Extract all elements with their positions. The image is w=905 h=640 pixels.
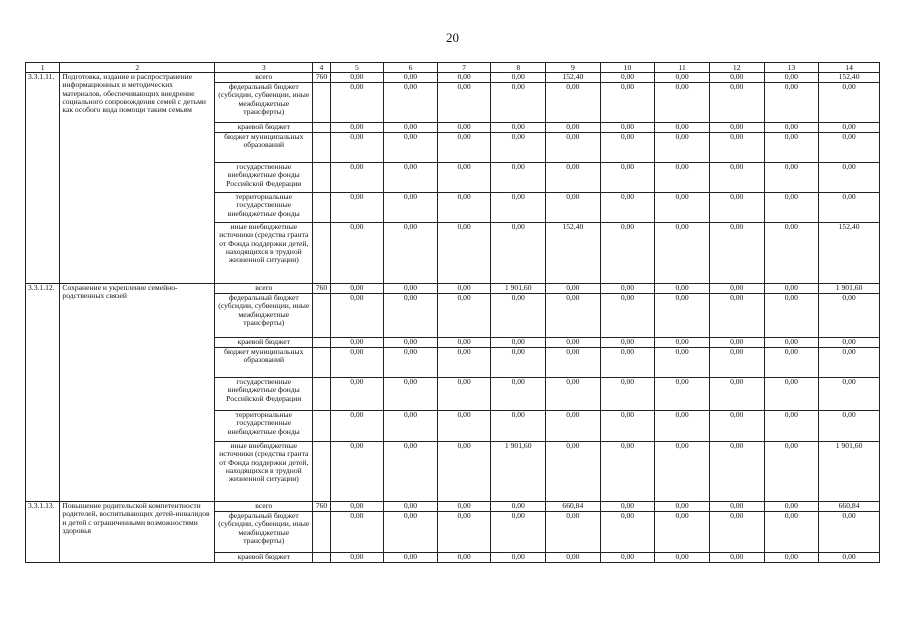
value-cell-col-5: 0,00 bbox=[330, 411, 384, 442]
funding-source-label: федеральный бюджет (субсидии, субвенции, иные межбюджетные трансферты) bbox=[215, 512, 313, 553]
value-cell-col-11: 0,00 bbox=[655, 83, 710, 123]
value-cell-col-13: 0,00 bbox=[764, 163, 819, 193]
value-cell-col-5: 0,00 bbox=[330, 512, 384, 553]
executor-code: 760 bbox=[313, 502, 330, 512]
value-cell-col-13: 0,00 bbox=[764, 553, 819, 563]
value-cell-col-14: 152,40 bbox=[819, 223, 880, 284]
value-cell-col-10: 0,00 bbox=[600, 73, 655, 83]
funding-source-label: краевой бюджет bbox=[215, 553, 313, 563]
value-cell-col-5: 0,00 bbox=[330, 338, 384, 348]
value-cell-col-10: 0,00 bbox=[600, 83, 655, 123]
column-number-7: 7 bbox=[437, 63, 491, 73]
value-cell-col-9: 0,00 bbox=[546, 411, 601, 442]
value-cell-col-5: 0,00 bbox=[330, 223, 384, 284]
value-cell-col-8: 0,00 bbox=[491, 133, 546, 163]
table-row bbox=[26, 502, 880, 512]
value-cell-col-14: 0,00 bbox=[819, 348, 880, 378]
value-cell-col-7: 0,00 bbox=[437, 193, 491, 223]
value-cell-col-6: 0,00 bbox=[384, 223, 438, 284]
value-cell-col-13: 0,00 bbox=[764, 411, 819, 442]
value-cell-col-11: 0,00 bbox=[655, 73, 710, 83]
funding-source-label: всего bbox=[215, 73, 313, 83]
value-cell-col-5: 0,00 bbox=[330, 553, 384, 563]
value-cell-col-11: 0,00 bbox=[655, 133, 710, 163]
value-cell-col-5: 0,00 bbox=[330, 193, 384, 223]
value-cell-col-14: 0,00 bbox=[819, 411, 880, 442]
value-cell-col-10: 0,00 bbox=[600, 133, 655, 163]
value-cell-col-12: 0,00 bbox=[709, 284, 764, 294]
measure-name: Сохранение и укрепление семейно-родственных связей bbox=[60, 284, 215, 502]
value-cell-col-6: 0,00 bbox=[384, 83, 438, 123]
value-cell-col-11: 0,00 bbox=[655, 442, 710, 502]
value-cell-col-7: 0,00 bbox=[437, 553, 491, 563]
value-cell-col-11: 0,00 bbox=[655, 193, 710, 223]
value-cell-col-5: 0,00 bbox=[330, 378, 384, 411]
value-cell-col-10: 0,00 bbox=[600, 193, 655, 223]
value-cell-col-13: 0,00 bbox=[764, 193, 819, 223]
value-cell-col-14: 660,84 bbox=[819, 502, 880, 512]
value-cell-col-10: 0,00 bbox=[600, 512, 655, 553]
value-cell-col-13: 0,00 bbox=[764, 123, 819, 133]
value-cell-col-7: 0,00 bbox=[437, 294, 491, 338]
value-cell-col-10: 0,00 bbox=[600, 338, 655, 348]
executor-code bbox=[313, 163, 330, 193]
value-cell-col-12: 0,00 bbox=[709, 512, 764, 553]
value-cell-col-11: 0,00 bbox=[655, 378, 710, 411]
value-cell-col-13: 0,00 bbox=[764, 338, 819, 348]
value-cell-col-8: 0,00 bbox=[491, 223, 546, 284]
value-cell-col-6: 0,00 bbox=[384, 163, 438, 193]
value-cell-col-10: 0,00 bbox=[600, 123, 655, 133]
value-cell-col-12: 0,00 bbox=[709, 348, 764, 378]
value-cell-col-6: 0,00 bbox=[384, 338, 438, 348]
value-cell-col-11: 0,00 bbox=[655, 553, 710, 563]
funding-source-label: краевой бюджет bbox=[215, 123, 313, 133]
value-cell-col-8: 1 901,60 bbox=[491, 442, 546, 502]
value-cell-col-8: 0,00 bbox=[491, 123, 546, 133]
executor-code bbox=[313, 442, 330, 502]
value-cell-col-9: 0,00 bbox=[546, 163, 601, 193]
value-cell-col-7: 0,00 bbox=[437, 123, 491, 133]
value-cell-col-13: 0,00 bbox=[764, 223, 819, 284]
table-row bbox=[26, 73, 880, 83]
value-cell-col-7: 0,00 bbox=[437, 512, 491, 553]
executor-code bbox=[313, 348, 330, 378]
value-cell-col-7: 0,00 bbox=[437, 163, 491, 193]
value-cell-col-9: 0,00 bbox=[546, 83, 601, 123]
value-cell-col-14: 0,00 bbox=[819, 512, 880, 553]
value-cell-col-9: 0,00 bbox=[546, 512, 601, 553]
column-number-5: 5 bbox=[330, 63, 384, 73]
value-cell-col-14: 0,00 bbox=[819, 83, 880, 123]
value-cell-col-9: 0,00 bbox=[546, 553, 601, 563]
funding-source-label: государственные внебюджетные фонды Российской Федерации bbox=[215, 163, 313, 193]
value-cell-col-13: 0,00 bbox=[764, 512, 819, 553]
value-cell-col-5: 0,00 bbox=[330, 123, 384, 133]
value-cell-col-7: 0,00 bbox=[437, 411, 491, 442]
value-cell-col-13: 0,00 bbox=[764, 133, 819, 163]
value-cell-col-13: 0,00 bbox=[764, 378, 819, 411]
value-cell-col-9: 0,00 bbox=[546, 442, 601, 502]
value-cell-col-12: 0,00 bbox=[709, 553, 764, 563]
value-cell-col-12: 0,00 bbox=[709, 502, 764, 512]
value-cell-col-7: 0,00 bbox=[437, 502, 491, 512]
executor-code bbox=[313, 338, 330, 348]
measure-name: Подготовка, издание и распространение информационных и методических материалов, обеспечивающих внедрение социального сопровождения семей с детьми как особого вида помощи таким семьям bbox=[60, 73, 215, 284]
measure-code: 3.3.1.11. bbox=[26, 73, 60, 284]
value-cell-col-11: 0,00 bbox=[655, 123, 710, 133]
funding-source-label: федеральный бюджет (субсидии, субвенции, иные межбюджетные трансферты) bbox=[215, 83, 313, 123]
funding-source-label: бюджет муниципальных образований bbox=[215, 133, 313, 163]
column-number-2: 2 bbox=[60, 63, 215, 73]
value-cell-col-14: 1 901,60 bbox=[819, 442, 880, 502]
value-cell-col-12: 0,00 bbox=[709, 442, 764, 502]
funding-source-label: территориальные государственные внебюджетные фонды bbox=[215, 193, 313, 223]
value-cell-col-6: 0,00 bbox=[384, 73, 438, 83]
value-cell-col-12: 0,00 bbox=[709, 223, 764, 284]
value-cell-col-10: 0,00 bbox=[600, 348, 655, 378]
value-cell-col-11: 0,00 bbox=[655, 348, 710, 378]
funding-source-label: государственные внебюджетные фонды Российской Федерации bbox=[215, 378, 313, 411]
value-cell-col-7: 0,00 bbox=[437, 83, 491, 123]
value-cell-col-5: 0,00 bbox=[330, 442, 384, 502]
executor-code bbox=[313, 133, 330, 163]
value-cell-col-9: 0,00 bbox=[546, 294, 601, 338]
executor-code bbox=[313, 512, 330, 553]
executor-code: 760 bbox=[313, 284, 330, 294]
executor-code bbox=[313, 378, 330, 411]
funding-source-label: всего bbox=[215, 502, 313, 512]
value-cell-col-8: 0,00 bbox=[491, 193, 546, 223]
value-cell-col-9: 0,00 bbox=[546, 133, 601, 163]
column-number-header-row bbox=[26, 63, 880, 73]
value-cell-col-10: 0,00 bbox=[600, 378, 655, 411]
value-cell-col-6: 0,00 bbox=[384, 133, 438, 163]
value-cell-col-10: 0,00 bbox=[600, 284, 655, 294]
value-cell-col-6: 0,00 bbox=[384, 294, 438, 338]
value-cell-col-11: 0,00 bbox=[655, 338, 710, 348]
column-number-11: 11 bbox=[655, 63, 710, 73]
page-number: 20 bbox=[446, 30, 459, 45]
value-cell-col-11: 0,00 bbox=[655, 223, 710, 284]
value-cell-col-10: 0,00 bbox=[600, 553, 655, 563]
measure-name: Повышение родительской компетентности родителей, воспитывающих детей-инвалидов и детей с ограниченными возможностями здоровья bbox=[60, 502, 215, 563]
budget-table-container bbox=[25, 62, 880, 563]
value-cell-col-8: 0,00 bbox=[491, 338, 546, 348]
value-cell-col-6: 0,00 bbox=[384, 378, 438, 411]
value-cell-col-12: 0,00 bbox=[709, 411, 764, 442]
value-cell-col-14: 0,00 bbox=[819, 193, 880, 223]
measure-code: 3.3.1.13. bbox=[26, 502, 60, 563]
value-cell-col-7: 0,00 bbox=[437, 73, 491, 83]
value-cell-col-13: 0,00 bbox=[764, 83, 819, 123]
value-cell-col-9: 0,00 bbox=[546, 348, 601, 378]
executor-code: 760 bbox=[313, 73, 330, 83]
table-body bbox=[26, 63, 880, 563]
value-cell-col-8: 0,00 bbox=[491, 348, 546, 378]
funding-source-label: иные внебюджетные источники (средства гранта от Фонда поддержки детей, находящихся в трудной жизненной ситуации) bbox=[215, 442, 313, 502]
column-number-13: 13 bbox=[764, 63, 819, 73]
table-row bbox=[26, 284, 880, 294]
value-cell-col-5: 0,00 bbox=[330, 83, 384, 123]
column-number-10: 10 bbox=[600, 63, 655, 73]
value-cell-col-8: 0,00 bbox=[491, 378, 546, 411]
value-cell-col-14: 0,00 bbox=[819, 378, 880, 411]
value-cell-col-13: 0,00 bbox=[764, 294, 819, 338]
executor-code bbox=[313, 123, 330, 133]
value-cell-col-13: 0,00 bbox=[764, 348, 819, 378]
value-cell-col-9: 0,00 bbox=[546, 123, 601, 133]
value-cell-col-8: 0,00 bbox=[491, 163, 546, 193]
value-cell-col-14: 0,00 bbox=[819, 163, 880, 193]
funding-source-label: федеральный бюджет (субсидии, субвенции, иные межбюджетные трансферты) bbox=[215, 294, 313, 338]
value-cell-col-9: 0,00 bbox=[546, 193, 601, 223]
value-cell-col-12: 0,00 bbox=[709, 338, 764, 348]
value-cell-col-8: 1 901,60 bbox=[491, 284, 546, 294]
measure-code: 3.3.1.12. bbox=[26, 284, 60, 502]
value-cell-col-7: 0,00 bbox=[437, 284, 491, 294]
value-cell-col-8: 0,00 bbox=[491, 73, 546, 83]
value-cell-col-5: 0,00 bbox=[330, 133, 384, 163]
value-cell-col-12: 0,00 bbox=[709, 163, 764, 193]
value-cell-col-7: 0,00 bbox=[437, 442, 491, 502]
value-cell-col-8: 0,00 bbox=[491, 83, 546, 123]
column-number-3: 3 bbox=[215, 63, 313, 73]
column-number-14: 14 bbox=[819, 63, 880, 73]
value-cell-col-8: 0,00 bbox=[491, 553, 546, 563]
value-cell-col-6: 0,00 bbox=[384, 553, 438, 563]
value-cell-col-11: 0,00 bbox=[655, 512, 710, 553]
value-cell-col-9: 152,40 bbox=[546, 223, 601, 284]
value-cell-col-5: 0,00 bbox=[330, 502, 384, 512]
value-cell-col-9: 660,84 bbox=[546, 502, 601, 512]
value-cell-col-8: 0,00 bbox=[491, 512, 546, 553]
value-cell-col-8: 0,00 bbox=[491, 294, 546, 338]
budget-table bbox=[25, 62, 880, 563]
funding-source-label: всего bbox=[215, 284, 313, 294]
executor-code bbox=[313, 83, 330, 123]
value-cell-col-11: 0,00 bbox=[655, 294, 710, 338]
value-cell-col-6: 0,00 bbox=[384, 502, 438, 512]
executor-code bbox=[313, 294, 330, 338]
value-cell-col-12: 0,00 bbox=[709, 378, 764, 411]
value-cell-col-10: 0,00 bbox=[600, 502, 655, 512]
executor-code bbox=[313, 553, 330, 563]
value-cell-col-13: 0,00 bbox=[764, 442, 819, 502]
value-cell-col-10: 0,00 bbox=[600, 294, 655, 338]
value-cell-col-12: 0,00 bbox=[709, 73, 764, 83]
value-cell-col-9: 0,00 bbox=[546, 338, 601, 348]
value-cell-col-6: 0,00 bbox=[384, 442, 438, 502]
funding-source-label: территориальные государственные внебюджетные фонды bbox=[215, 411, 313, 442]
column-number-12: 12 bbox=[709, 63, 764, 73]
value-cell-col-12: 0,00 bbox=[709, 133, 764, 163]
value-cell-col-5: 0,00 bbox=[330, 163, 384, 193]
value-cell-col-10: 0,00 bbox=[600, 223, 655, 284]
value-cell-col-6: 0,00 bbox=[384, 512, 438, 553]
value-cell-col-5: 0,00 bbox=[330, 73, 384, 83]
value-cell-col-13: 0,00 bbox=[764, 73, 819, 83]
value-cell-col-9: 0,00 bbox=[546, 378, 601, 411]
value-cell-col-14: 0,00 bbox=[819, 338, 880, 348]
value-cell-col-13: 0,00 bbox=[764, 284, 819, 294]
value-cell-col-7: 0,00 bbox=[437, 378, 491, 411]
value-cell-col-5: 0,00 bbox=[330, 284, 384, 294]
value-cell-col-10: 0,00 bbox=[600, 163, 655, 193]
value-cell-col-13: 0,00 bbox=[764, 502, 819, 512]
value-cell-col-12: 0,00 bbox=[709, 193, 764, 223]
funding-source-label: краевой бюджет bbox=[215, 338, 313, 348]
funding-source-label: бюджет муниципальных образований bbox=[215, 348, 313, 378]
value-cell-col-14: 0,00 bbox=[819, 123, 880, 133]
column-number-6: 6 bbox=[384, 63, 438, 73]
value-cell-col-11: 0,00 bbox=[655, 163, 710, 193]
value-cell-col-8: 0,00 bbox=[491, 411, 546, 442]
value-cell-col-14: 0,00 bbox=[819, 553, 880, 563]
value-cell-col-9: 0,00 bbox=[546, 284, 601, 294]
value-cell-col-11: 0,00 bbox=[655, 284, 710, 294]
column-number-4: 4 bbox=[313, 63, 330, 73]
value-cell-col-6: 0,00 bbox=[384, 284, 438, 294]
value-cell-col-10: 0,00 bbox=[600, 411, 655, 442]
value-cell-col-8: 0,00 bbox=[491, 502, 546, 512]
value-cell-col-6: 0,00 bbox=[384, 193, 438, 223]
value-cell-col-14: 152,40 bbox=[819, 73, 880, 83]
value-cell-col-6: 0,00 bbox=[384, 411, 438, 442]
value-cell-col-11: 0,00 bbox=[655, 502, 710, 512]
value-cell-col-9: 152,40 bbox=[546, 73, 601, 83]
executor-code bbox=[313, 223, 330, 284]
funding-source-label: иные внебюджетные источники (средства гранта от Фонда поддержки детей, находящихся в трудной жизненной ситуации) bbox=[215, 223, 313, 284]
value-cell-col-12: 0,00 bbox=[709, 83, 764, 123]
value-cell-col-7: 0,00 bbox=[437, 338, 491, 348]
column-number-1: 1 bbox=[26, 63, 60, 73]
value-cell-col-6: 0,00 bbox=[384, 123, 438, 133]
value-cell-col-5: 0,00 bbox=[330, 348, 384, 378]
value-cell-col-11: 0,00 bbox=[655, 411, 710, 442]
value-cell-col-10: 0,00 bbox=[600, 442, 655, 502]
column-number-9: 9 bbox=[546, 63, 601, 73]
column-number-8: 8 bbox=[491, 63, 546, 73]
value-cell-col-6: 0,00 bbox=[384, 348, 438, 378]
value-cell-col-14: 0,00 bbox=[819, 133, 880, 163]
value-cell-col-7: 0,00 bbox=[437, 133, 491, 163]
value-cell-col-7: 0,00 bbox=[437, 223, 491, 284]
value-cell-col-12: 0,00 bbox=[709, 294, 764, 338]
value-cell-col-5: 0,00 bbox=[330, 294, 384, 338]
value-cell-col-7: 0,00 bbox=[437, 348, 491, 378]
executor-code bbox=[313, 411, 330, 442]
value-cell-col-14: 1 901,60 bbox=[819, 284, 880, 294]
value-cell-col-14: 0,00 bbox=[819, 294, 880, 338]
executor-code bbox=[313, 193, 330, 223]
value-cell-col-12: 0,00 bbox=[709, 123, 764, 133]
